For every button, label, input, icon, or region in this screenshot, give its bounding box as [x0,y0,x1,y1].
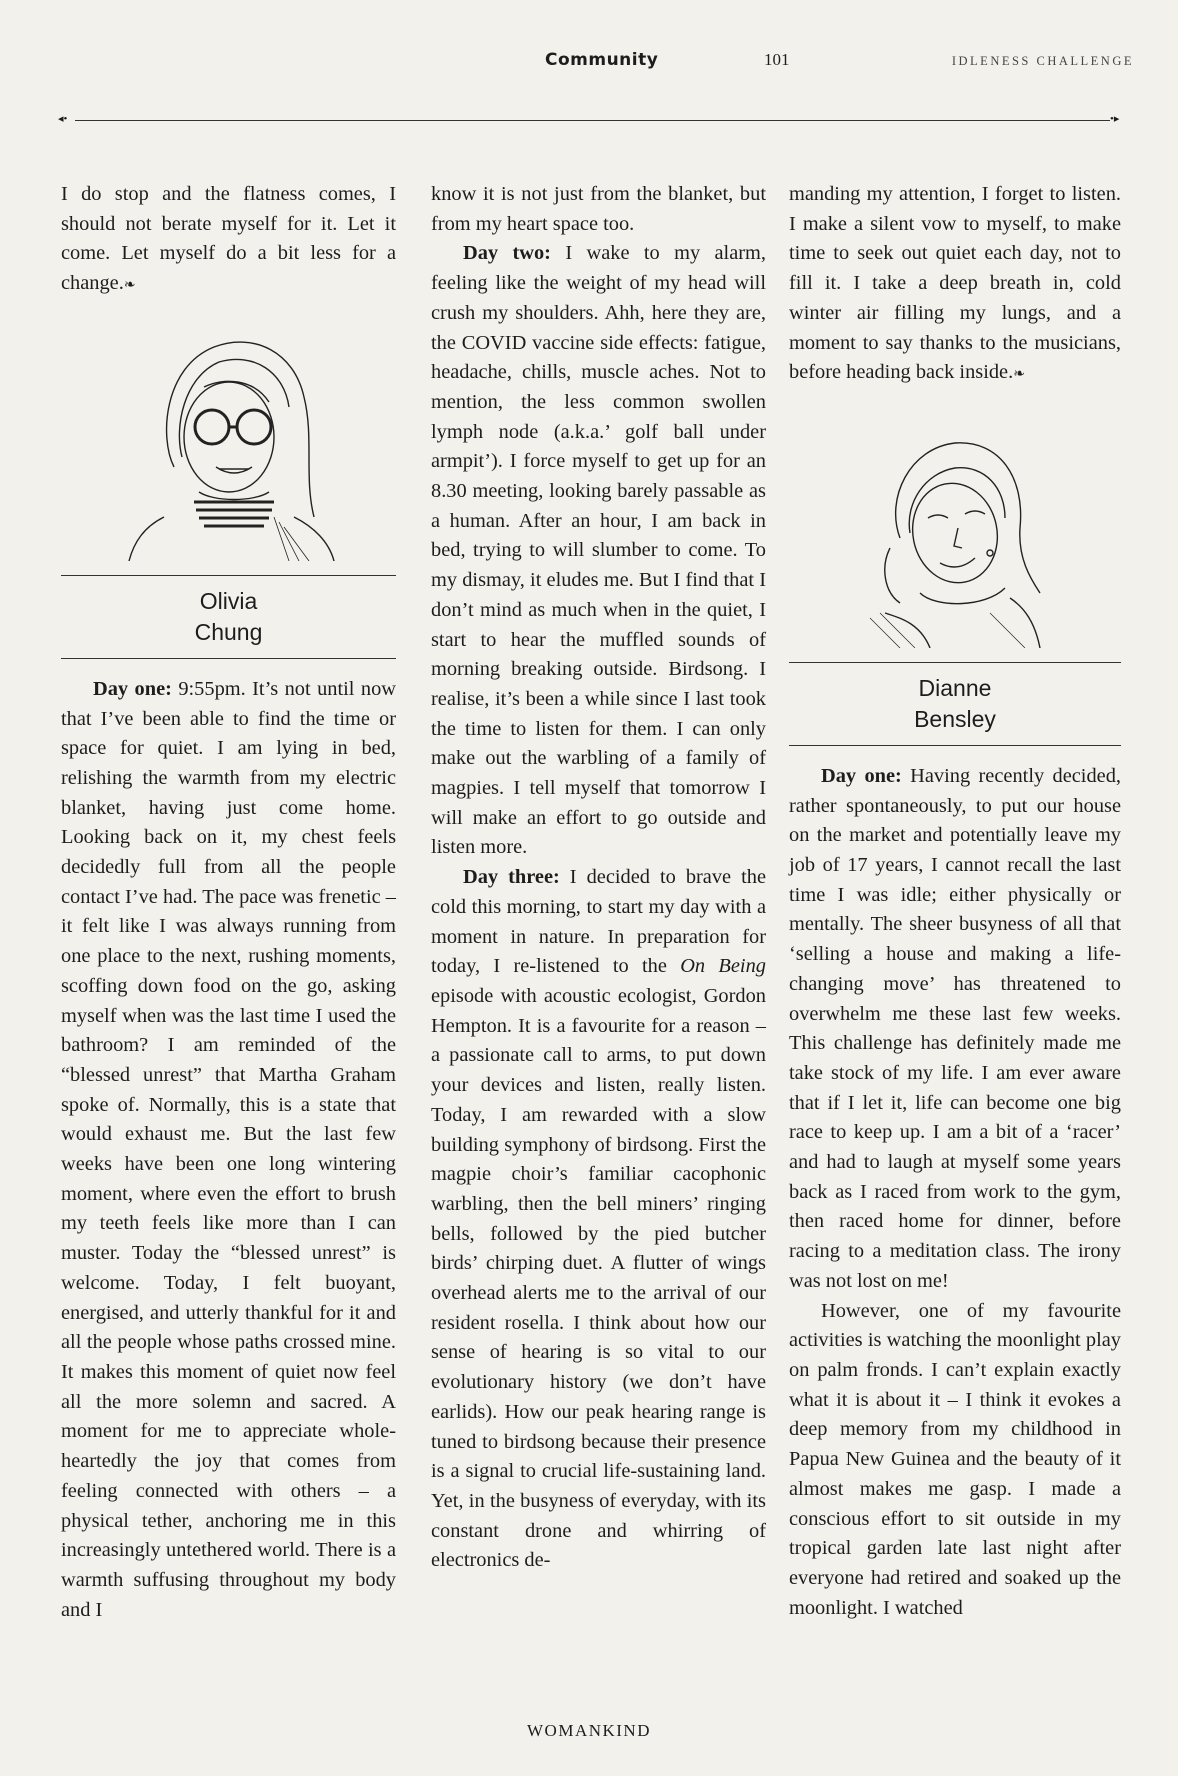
olivia-day-two: Day two: I wake to my alarm, feeling like the weight of my head will crush my shoulders. Ahh, here they are, the COVID vaccine side effects: fatigue, headache, chills, muscle aches. Not to mention, the less common swollen lymph node (a.k.a.’ golf ball under armpit’). I force myself to get up for an 8.30 meeting, looking barely passable as a human. After an hour, I am back in bed, trying to will slumber to come. To my dismay, it eludes me. But I find that I don’t mind as much when in the quiet, I start to hear the muffled sounds of morning breaking outside. Birdsong. I realise, it’s been a while since I last took the time to listen for them. I can only make out the warbling of a family of magpies. I tell myself that tomorrow I will make an effort to go outside and listen more. [431,242,767,859]
dianne-day-one-continued: However, one of my favourite activities is watching the moonlight play on palm fronds. I can’t explain exactly what it is about it – I think it evokes a deep memory from my childhood in Papua New Guinea and the beauty of it almost makes me gasp. I made a conscious effort to sit outside in my tropical garden late last night after everyone had retired and soaked up the moonlight. I watched [789,1299,1121,1619]
left-arrow-icon: ◂• [58,113,68,125]
section-title: Community [545,50,659,70]
dianne-bensley-portrait [840,418,1070,648]
olivia-day-one: Day one: 9:55pm. It’s not until now that I’ve been able to find the time or space for quiet. I am lying in bed, relishing the warmth from my electric blanket, having just come home. Looking back on it, my chest feels decidedly full from all the people contact I’ve had. The pace was frenetic – it felt like I was always running from one place to the next, rushing moments, scoffing down food on the go, asking myself when was the last time I used the bathroom? I am reminded of the “blessed unrest” that Martha Graham spoke of. Normally, this is a state that would exhaust me. But the last few weeks have been one long wintering moment, where even the effort to brush my teeth feels like more than I can muster. Today the “blessed unrest” is welcome. Today, I felt buoyant, energised, and utterly thankful for it and all the people whose paths crossed mine. It makes this moment of quiet now feel all the more solemn and sacred. A moment for me to appreciate whole-heartedly the joy that comes from feeling connected with others – a physical tether, anchoring me in this increasingly untethered world. There is a warmth suffusing throughout my body and I [61,677,396,1621]
magazine-footer: WOMANKIND [527,1721,651,1740]
end-mark-icon: ❧ [123,278,136,294]
author-name-olivia [61,575,396,659]
page-number: 101 [764,50,790,69]
column-1 [61,180,396,1625]
author-last-name: Bensley [914,705,996,732]
day-label: Day two: [463,242,551,265]
series-title: IDLENESS CHALLENGE [951,54,1134,68]
author-first-name: Olivia [199,587,258,614]
author-name-dianne [789,662,1121,746]
column-1-intro: I do stop and the flatness comes, I should not berate myself for it. Let it come. Let myself do a bit less for a change.❧ [61,183,396,295]
olivia-day-three: Day three: I decided to brave the cold this morning, to start my day with a moment in nature. In preparation for today, I re-listened to the On Being episode with acoustic ecologist, Gordon Hempton. It is a favourite for a reason – a passionate call to arms, to put down your devices and listen, really listen. Today, I am rewarded with a slow building symphony of birdsong. First the magpie choir’s familiar cacophonic warbling, then the bell miners’ ringing bells, followed by the pied butcher birds’ chirping duet. A flutter of wings overhead alerts me to the arrival of our resident rosella. I think about how our sense of hearing is so vital to our evolutionary history (we don’t have earlids). How our peak hearing range is tuned to birdsong because their presence is a signal to crucial life-sustaining land. Yet, in the busyness of everyday, with its constant drone and whirring of electronics de- [431,866,766,1572]
day-label: Day three: [463,866,560,889]
author-first-name: Dianne [918,674,992,701]
end-mark-icon: ❧ [1013,367,1025,383]
right-arrow-icon: •▸ [1110,113,1120,125]
column-3 [789,180,1121,1623]
column-2-continuation: know it is not just from the blanket, but from my heart space too. [431,183,766,235]
author-last-name: Chung [194,618,263,645]
header-rule [75,120,1110,121]
dianne-day-one: Day one: Having recently decided, rather spontaneously, to put our house on the market and potentially leave my job of 17 years, I cannot recall the last time I was idle; either physically or mentally. The sheer busyness of all that ‘selling a house and making a life-changing move’ has threatened to overwhelm me these last few weeks. This challenge has definitely made me take stock of my life. I am ever aware that if I let it, life can become one big race to keep up. I am a bit of a ‘racer’ and had to laugh at myself some years back as I raced from work to the gym, then raced home for dinner, before racing to a meditation class. The irony was not lost on me! [789,764,1122,1292]
day-label: Day one: [93,677,172,700]
olivia-chung-portrait [104,317,354,561]
day-label: Day one: [821,764,902,787]
podcast-title: On Being [680,955,766,978]
column-3-continuation: manding my attention, I forget to listen. I make a silent vow to myself, to make time to seek out quiet each day, not to fill it. I take a deep breath in, cold winter air filling my lungs, and a moment to say thanks to the musicians, before heading back inside.❧ [789,183,1121,384]
column-2 [431,180,766,1576]
